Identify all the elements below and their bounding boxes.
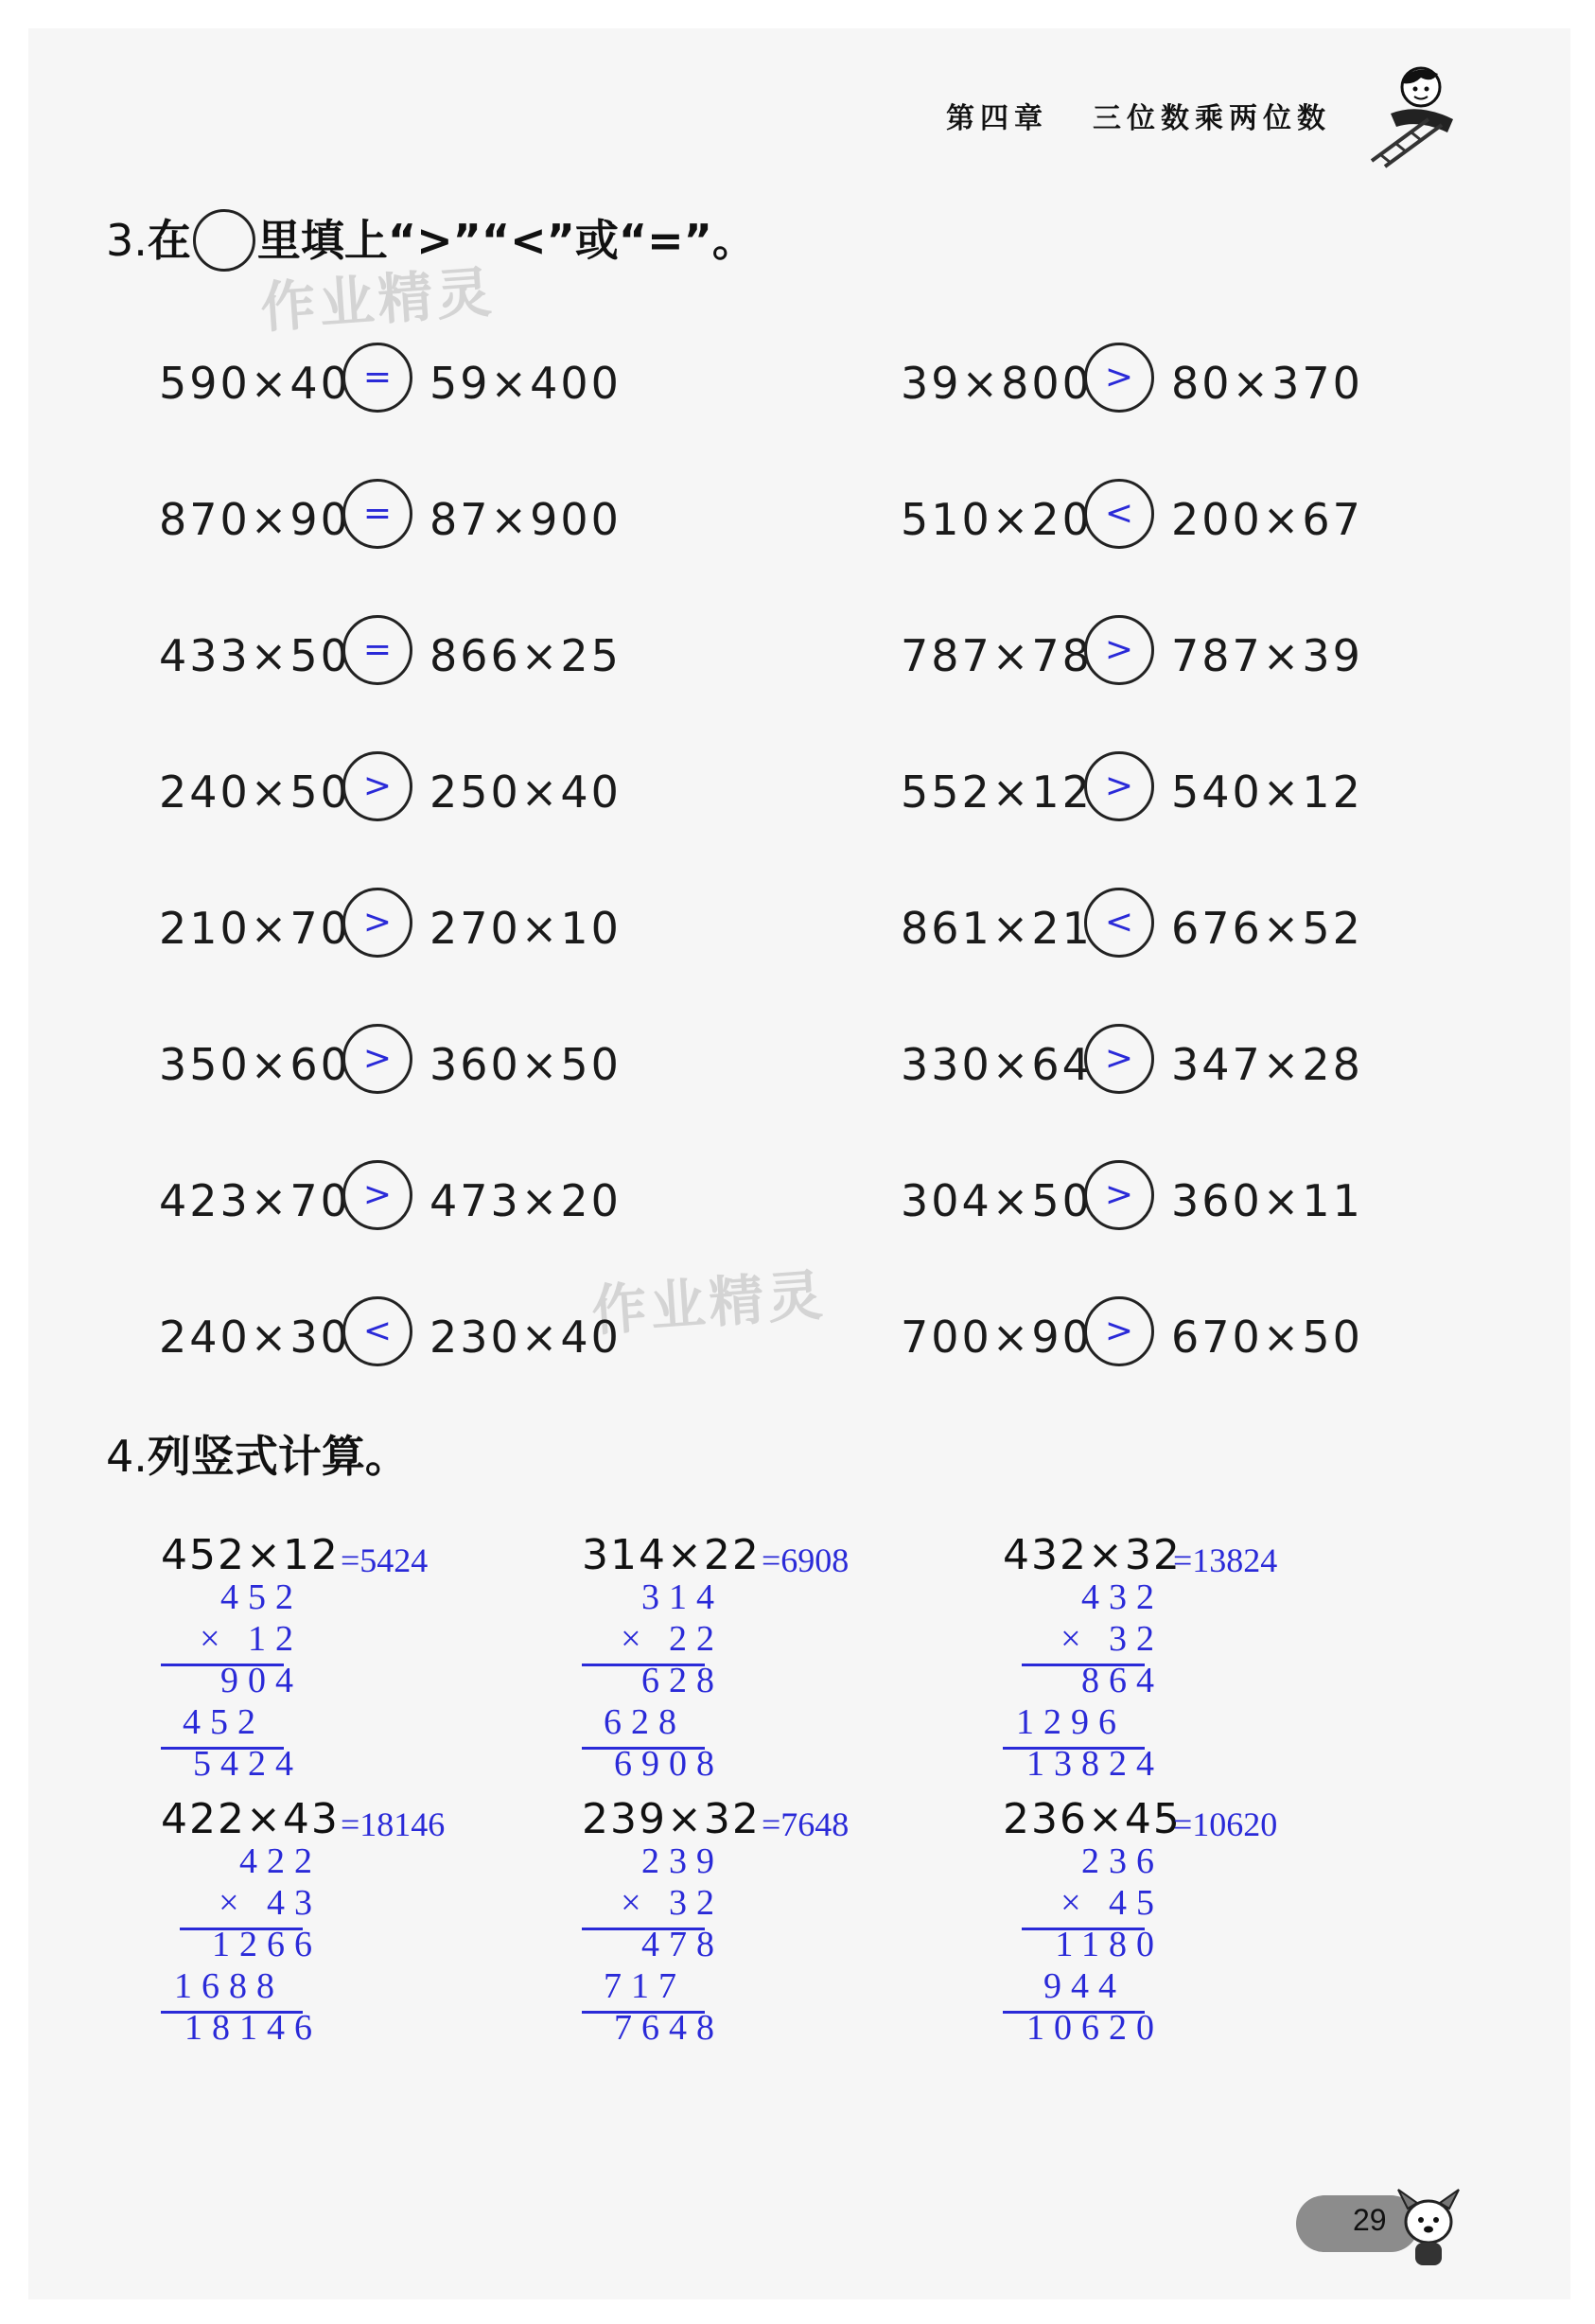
comparison-answer-circle[interactable]: > (1084, 1296, 1154, 1366)
blank-circle-icon (193, 209, 255, 272)
multiplier: × 12 (200, 1619, 303, 1659)
comparison-answer-circle[interactable]: > (342, 1160, 412, 1230)
problem-answer[interactable]: =7648 (762, 1805, 850, 1843)
product-sum: 13824 (1026, 1744, 1164, 1784)
comparison-left: 330×64 (901, 1039, 1093, 1090)
comparison-right: 250×40 (429, 766, 622, 818)
comparison-right: 473×20 (429, 1175, 622, 1226)
chapter-label: 第四章 (946, 102, 1048, 135)
product-sum: 18146 (184, 2008, 322, 2048)
comparison-left: 510×20 (901, 494, 1093, 545)
multiplier: × 32 (1060, 1619, 1164, 1659)
multiplicand: 314 (641, 1577, 724, 1617)
comparison-answer-circle[interactable]: = (342, 479, 412, 549)
product-sum: 7648 (614, 2008, 724, 2048)
partial-product-1: 1266 (212, 1925, 322, 1964)
q4-title (106, 1422, 409, 1485)
comparison-left: 39×800 (901, 358, 1093, 409)
comparison-answer-circle[interactable]: = (342, 615, 412, 685)
comparison-left: 870×90 (159, 494, 351, 545)
problem-answer[interactable]: =10620 (1173, 1805, 1278, 1843)
multiplier: × 32 (621, 1883, 724, 1923)
problem-answer[interactable]: =6908 (762, 1541, 850, 1579)
q3-title-before: 在 (147, 215, 191, 266)
multiplicand: 239 (641, 1841, 724, 1881)
dog-mascot-icon (1391, 2186, 1466, 2271)
comparison-answer-circle[interactable]: > (1084, 1024, 1154, 1094)
partial-product-1: 1180 (1055, 1925, 1164, 1964)
comparison-answer-circle[interactable]: > (342, 1024, 412, 1094)
comparison-right: 360×50 (429, 1039, 622, 1090)
problem-expression: 432×32 (1003, 1531, 1182, 1579)
boy-on-ladder-icon (1362, 57, 1476, 170)
comparison-right: 347×28 (1171, 1039, 1363, 1090)
partial-product-2: 1296 (1016, 1702, 1126, 1742)
multiplier: × 45 (1060, 1883, 1164, 1923)
comparison-right: 540×12 (1171, 766, 1363, 818)
problem-expression: 452×12 (161, 1531, 340, 1579)
comparison-left: 304×50 (901, 1175, 1093, 1226)
comparison-answer-circle[interactable]: < (1084, 479, 1154, 549)
watermark-2: 作业精灵 (589, 1262, 829, 1344)
problem-expression: 314×22 (582, 1531, 761, 1579)
comparison-right: 59×400 (429, 358, 622, 409)
watermark-1: 作业精灵 (258, 259, 498, 341)
comparison-left: 590×40 (159, 358, 351, 409)
partial-product-2: 717 (604, 1966, 686, 2006)
comparison-left: 240×30 (159, 1312, 351, 1363)
comparison-answer-circle[interactable]: > (342, 888, 412, 958)
comparison-answer-circle[interactable]: < (342, 1296, 412, 1366)
page-number-badge (1296, 2186, 1457, 2262)
comparison-right: 80×370 (1171, 358, 1363, 409)
partial-product-1: 628 (641, 1661, 724, 1700)
comparison-right: 230×40 (429, 1312, 622, 1363)
problem-answer[interactable]: =13824 (1173, 1541, 1278, 1579)
comparison-answer-circle[interactable]: < (1084, 888, 1154, 958)
comparison-left: 350×60 (159, 1039, 351, 1090)
page-number: 29 (1353, 2203, 1387, 2237)
problem-expression: 239×32 (582, 1795, 761, 1843)
comparison-left: 552×12 (901, 766, 1093, 818)
comparison-answer-circle[interactable]: > (1084, 615, 1154, 685)
comparison-answer-circle[interactable]: = (342, 343, 412, 413)
vertical-multiplication (161, 1795, 568, 2051)
comparison-left: 700×90 (901, 1312, 1093, 1363)
partial-product-1: 478 (641, 1925, 724, 1964)
problem-expression: 236×45 (1003, 1795, 1182, 1843)
comparison-left: 423×70 (159, 1175, 351, 1226)
comparison-right: 676×52 (1171, 903, 1363, 954)
partial-product-2: 1688 (174, 1966, 284, 2006)
partial-product-1: 864 (1081, 1661, 1164, 1700)
product-sum: 5424 (193, 1744, 303, 1784)
comparison-right: 787×39 (1171, 630, 1363, 681)
vertical-multiplication (1003, 1531, 1410, 1787)
comparison-right: 360×11 (1171, 1175, 1363, 1226)
q3-title-after: 里填上“>”“<”或“=”。 (256, 215, 756, 266)
partial-product-1: 904 (220, 1661, 303, 1700)
multiplicand: 452 (220, 1577, 303, 1617)
comparison-right: 270×10 (429, 903, 622, 954)
problem-expression: 422×43 (161, 1795, 340, 1843)
multiplicand: 422 (239, 1841, 322, 1881)
vertical-multiplication (582, 1531, 989, 1787)
vertical-multiplication (582, 1795, 989, 2051)
comparison-left: 861×21 (901, 903, 1093, 954)
partial-product-2: 452 (183, 1702, 265, 1742)
multiplicand: 236 (1081, 1841, 1164, 1881)
partial-product-2: 944 (1043, 1966, 1126, 2006)
multiplicand: 432 (1081, 1577, 1164, 1617)
q4-title-text: 列竖式计算。 (147, 1431, 409, 1482)
comparison-answer-circle[interactable]: > (342, 751, 412, 821)
comparison-answer-circle[interactable]: > (1084, 751, 1154, 821)
multiplier: × 43 (219, 1883, 322, 1923)
partial-product-2: 628 (604, 1702, 686, 1742)
comparison-left: 210×70 (159, 903, 351, 954)
vertical-multiplication (161, 1531, 568, 1787)
comparison-right: 87×900 (429, 494, 622, 545)
comparison-right: 200×67 (1171, 494, 1363, 545)
q4-number: 4. (106, 1431, 148, 1482)
comparison-left: 433×50 (159, 630, 351, 681)
comparison-right: 670×50 (1171, 1312, 1363, 1363)
q3-number: 3. (106, 215, 148, 266)
comparison-answer-circle[interactable]: > (1084, 1160, 1154, 1230)
comparison-left: 787×78 (901, 630, 1093, 681)
vertical-multiplication (1003, 1795, 1410, 2051)
product-sum: 6908 (614, 1744, 724, 1784)
product-sum: 10620 (1026, 2008, 1164, 2048)
problem-answer[interactable]: =5424 (341, 1541, 429, 1579)
problem-answer[interactable]: =18146 (341, 1805, 446, 1843)
comparison-left: 240×50 (159, 766, 351, 818)
topic-label: 三位数乘两位数 (1093, 102, 1331, 135)
page-header (946, 95, 1362, 136)
multiplier: × 22 (621, 1619, 724, 1659)
comparison-answer-circle[interactable]: > (1084, 343, 1154, 413)
comparison-right: 866×25 (429, 630, 622, 681)
